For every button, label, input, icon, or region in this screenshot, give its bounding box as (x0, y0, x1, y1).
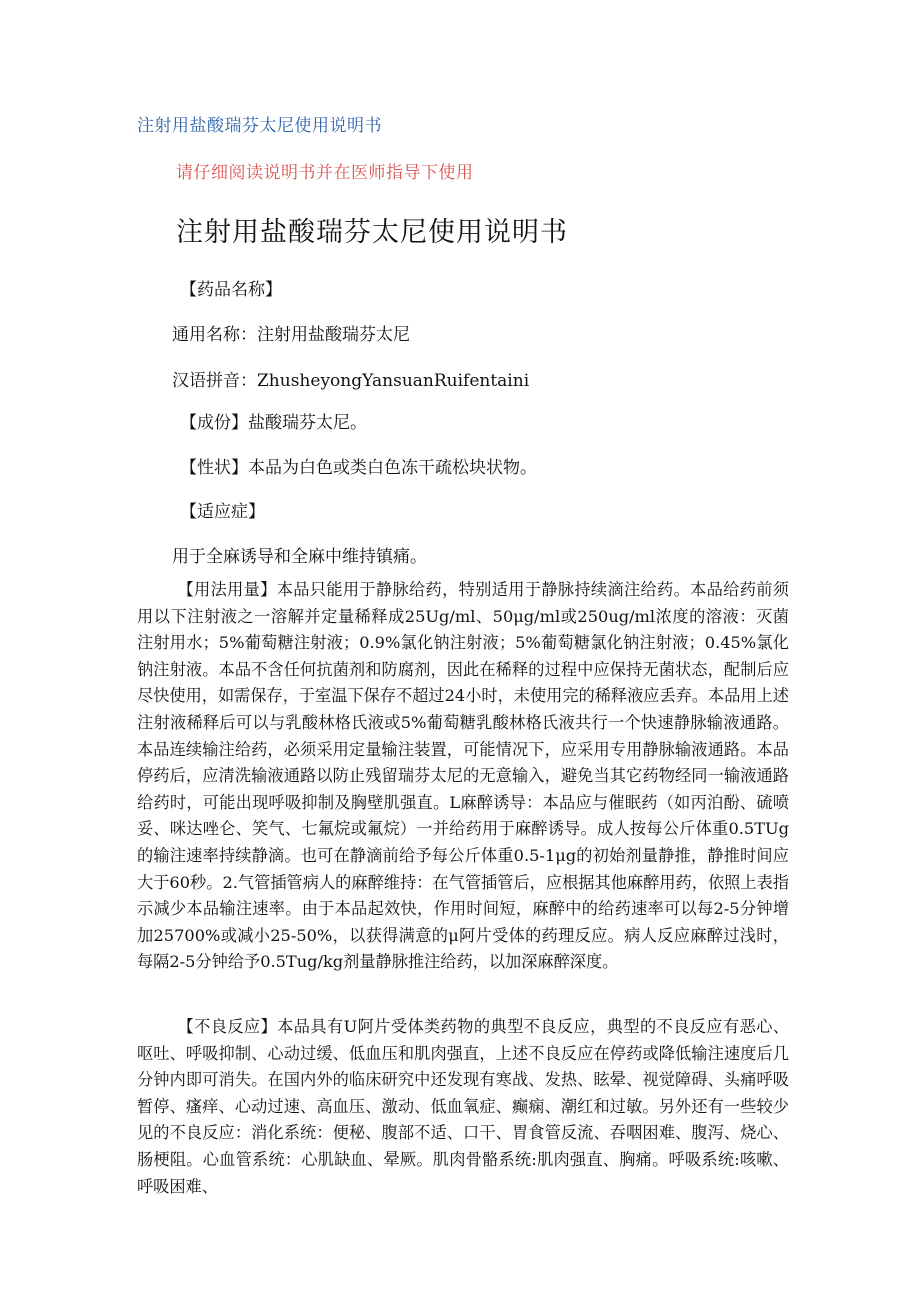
usage-notice: 请仔细阅读说明书并在医师指导下使用 (176, 163, 474, 183)
indications-heading: 【适应症】 (180, 502, 265, 522)
adverse-reactions-paragraph: 【不良反应】本品具有U阿片受体类药物的典型不良反应，典型的不良反应有恶心、呕吐、呼吸抑制、心动过缓、低血压和肌肉强直，上述不良反应在停药或降低输注速度后几分钟内即可消失。在国内外的临床研究中还发现有寒战、发热、眩晕、视觉障碍、头痛呼吸暂停、瘙痒、心动过速、高血压、激动、低血氧症、癫痫、潮红和过敏。另外还有一些较少见的不良反应：消化系统：便秘、腹部不适、口干、胃食管反流、吞咽困难、腹泻、烧心、肠梗阻。心血管系统：心肌缺血、晕厥。肌肉骨骼系统:肌肉强直、胸痛。呼吸系统:咳嗽、呼吸困难、 (137, 1017, 789, 1196)
indications-text: 用于全麻诱导和全麻中维持镇痛。 (172, 547, 427, 567)
page-title: 注射用盐酸瑞芬太尼使用说明书 (176, 217, 568, 248)
drug-name-heading: 【药品名称】 (180, 280, 282, 300)
document-header-title: 注射用盐酸瑞芬太尼使用说明书 (137, 116, 382, 136)
ingredients: 【成份】盐酸瑞芬太尼。 (180, 413, 367, 433)
dosage-paragraph: 【用法用量】本品只能用于静脉给药，特别适用于静脉持续滴注给药。本品给药前须用以下注射液之一溶解并定量稀释成25Ug/ml、50μg/ml或250ug/ml浓度的溶液：灭菌注射用水；5%葡萄糖注射液；0.9%氯化钠注射液；5%葡萄糖氯化钠注射液；0.45%氯化钠注射液。本品不含任何抗菌剂和防腐剂，因此在稀释的过程中应保持无菌状态，配制后应尽快使用，如需保存，于室温下保存不超过24小时，未使用完的稀释液应丢弃。本品用上述注射液稀释后可以与乳酸林格氏液或5%葡萄糖乳酸林格氏液共行一个快速静脉输液通路。本品连续输注给药，必须采用定量输注装置，可能情况下，应采用专用静脉输液通路。本品停药后，应清洗输液通路以防止残留瑞芬太尼的无意输入，避免当其它药物经同一输液通路给药时，可能出现呼吸抑制及胸壁肌强直。L麻醉诱导：本品应与催眠药（如丙泊酚、硫喷妥、咪达唑仑、笑气、七氟烷或氟烷）一并给药用于麻醉诱导。成人按每公斤体重0.5TUg的输注速率持续静滴。也可在静滴前给予每公斤体重0.5-1μg的初始剂量静推，静推时间应大于60秒。2.气管插管病人的麻醉维持：在气管插管后，应根据其他麻醉用药，依照上表指示减少本品输注速率。由于本品起效快，作用时间短，麻醉中的给药速率可以每2-5分钟增加25700%或减小25-50%，以获得满意的μ阿片受体的药理反应。病人反应麻醉过浅时，每隔2-5分钟给予0.5Tug/kg剂量静脉推注给药，以加深麻醉深度。 (137, 580, 789, 972)
pinyin-name: 汉语拼音：ZhusheyongYansuanRuifentaini (172, 371, 530, 391)
appearance: 【性状】本品为白色或类白色冻干疏松块状物。 (180, 458, 537, 478)
generic-name: 通用名称：注射用盐酸瑞芬太尼 (172, 325, 410, 345)
